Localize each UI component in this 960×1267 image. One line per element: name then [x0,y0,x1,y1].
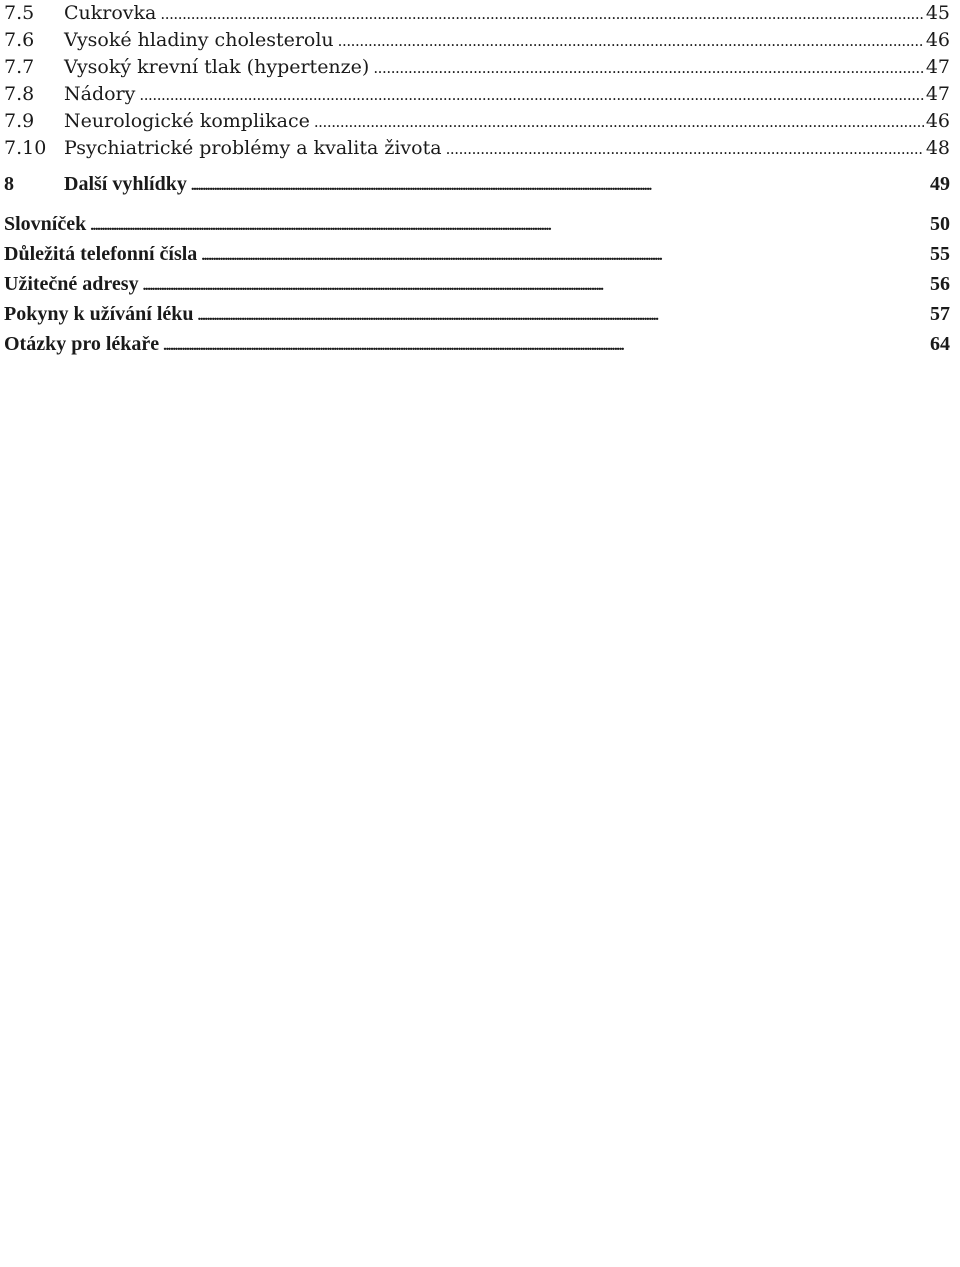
section-number: 7.6 [4,29,35,51]
toc-entry-pokyny-k-uzivani-leku[interactable] [4,299,950,329]
appendix-title: Otázky pro lékaře [4,333,160,355]
dot-leader [198,299,928,331]
section-number: 7.8 [4,83,35,105]
page-number: 46 [925,110,950,132]
dot-leader [314,108,924,136]
chapter-number: 8 [4,173,14,195]
section-number: 7.10 [4,137,47,159]
page-number: 46 [925,29,950,51]
section-number: 7.5 [4,2,35,24]
page-number: 50 [930,213,950,235]
section-title: Nádory [64,83,136,105]
page-number: 45 [925,2,950,24]
appendix-title: Pokyny k užívání léku [4,303,194,325]
section-number: 7.7 [4,56,35,78]
page-number: 64 [930,333,950,355]
section-title: Vysoký krevní tlak (hypertenze) [64,56,370,78]
chapter-title: Další vyhlídky [64,173,187,195]
dot-leader [160,0,923,28]
dot-leader [201,239,928,271]
dot-leader [446,135,924,163]
section-title: Psychiatrické problémy a kvalita života [64,137,442,159]
section-title: Neurologické komplikace [64,110,310,132]
page-number: 47 [925,83,950,105]
toc-entry-chapter-8[interactable] [4,171,950,198]
page-number: 49 [930,173,950,195]
toc-entry-7-8[interactable] [4,81,950,108]
dot-leader [373,54,923,82]
dot-leader [191,171,928,200]
toc-entry-7-6[interactable] [4,27,950,54]
toc-entry-7-9[interactable] [4,108,950,135]
page-number: 55 [930,243,950,265]
page-number: 56 [930,273,950,295]
dot-leader [338,27,924,55]
appendix-title: Užitečné adresy [4,273,139,295]
toc-entry-slovnicek[interactable] [4,209,950,239]
section-title: Cukrovka [64,2,157,24]
dot-leader [163,329,928,361]
appendix-title: Důležitá telefonní čísla [4,243,198,265]
dot-leader [143,269,928,301]
table-of-contents [4,0,950,359]
page-number: 57 [930,303,950,325]
page-number: 47 [925,56,950,78]
dot-leader [139,81,923,109]
toc-entry-uzitecne-adresy[interactable] [4,269,950,299]
toc-entry-7-5[interactable] [4,0,950,27]
section-title: Vysoké hladiny cholesterolu [64,29,334,51]
toc-entry-otazky-pro-lekare[interactable] [4,329,950,359]
toc-entry-7-7[interactable] [4,54,950,81]
toc-entry-telefonni-cisla[interactable] [4,239,950,269]
appendix-title: Slovníček [4,213,87,235]
page-number: 48 [925,137,950,159]
toc-entry-7-10[interactable] [4,135,950,162]
dot-leader [90,209,928,241]
section-number: 7.9 [4,110,35,132]
